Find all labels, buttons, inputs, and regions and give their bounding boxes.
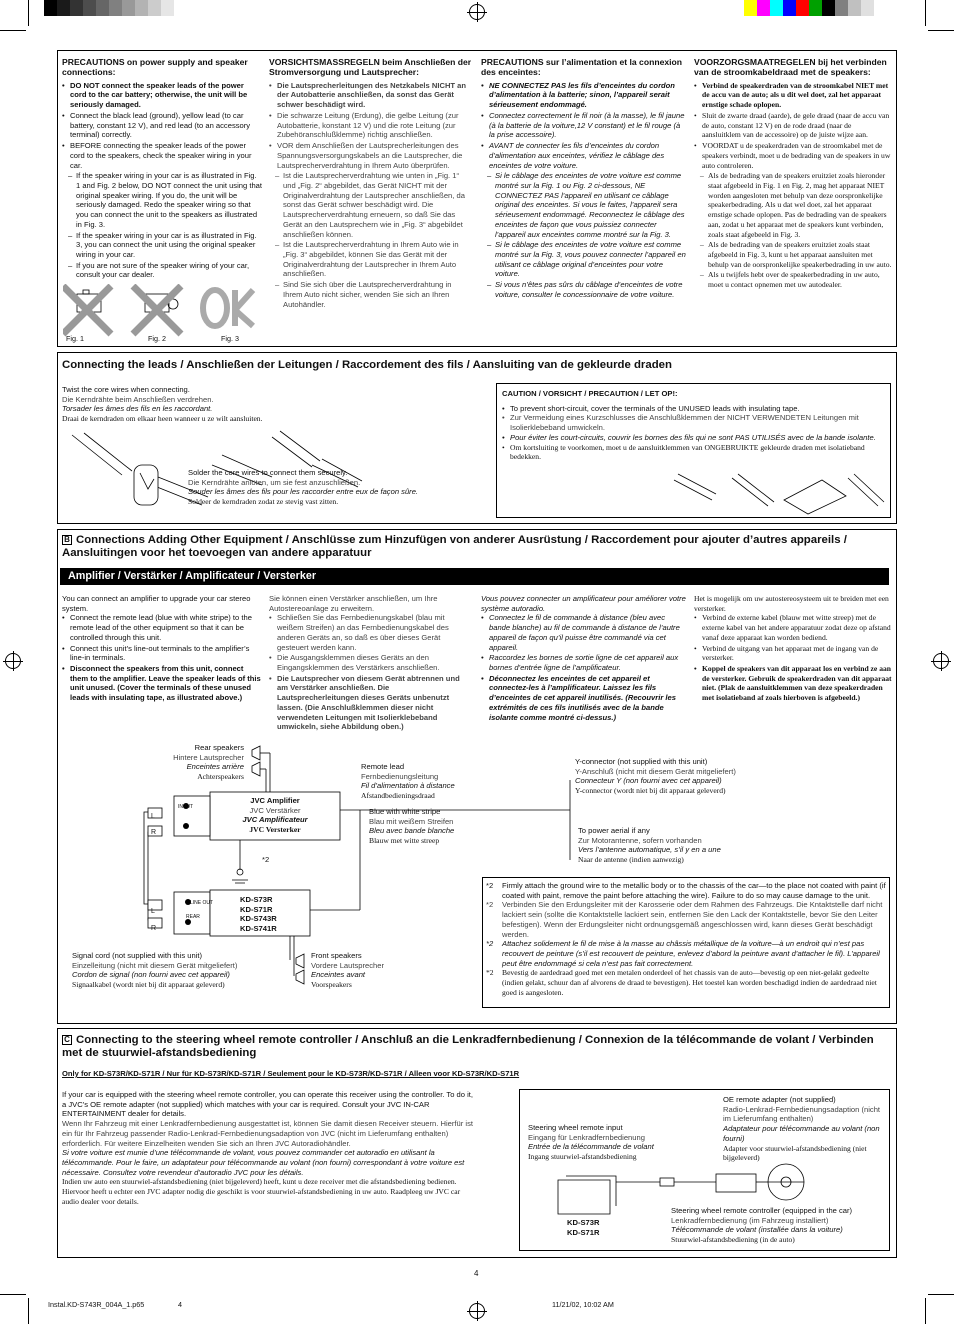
list-item: – Ist die Lautsprecherverdrahtung in Ihrem Auto wie in „Fig. 3“ abgebildet, können Sie das Gerät mit der Originalverdrahtung der Lautsprecher in Ihrem Auto anschließen. — [269, 240, 472, 279]
list-item: • DO NOT connect the speaker leads of the power cord to the car battery; otherwise, the unit will be seriously damaged. — [62, 81, 262, 110]
oe-adapter-nl: Adapter voor stuurwiel-afstandsbediening (niet bijgeleverd) — [723, 1143, 867, 1163]
steering-model-2: KD-S71R — [567, 1227, 600, 1237]
gray-swatch — [148, 0, 161, 16]
signal-cord-fr: Cordon de signal (non fourni avec cet appareil) — [72, 970, 230, 980]
precautions-de-title: VORSICHTSMASSREGELN beim Anschließen der Stromversorgung und Lautsprecher: — [269, 57, 472, 77]
rear-speakers-en: Rear speakers — [194, 743, 244, 752]
precautions-de-list — [269, 81, 472, 310]
jvc-amp-fr: JVC Amplificateur — [242, 815, 308, 825]
note-marker: *2 — [486, 939, 494, 949]
unit-R: R — [151, 925, 157, 932]
front-speakers-nl: Voorspeakers — [311, 980, 352, 990]
power-aerial-nl: Naar de antenne (indien aanwezig) — [578, 855, 684, 865]
section-c-title — [62, 1034, 882, 1060]
front-speakers-en: Front speakers — [311, 951, 362, 960]
list-item: • Verbind de uitgang van het apparaat met de ingang van de versterker. — [694, 644, 892, 663]
fig1-wrong-wiring — [63, 286, 111, 334]
y-connector-de: Y-Anschluß (nicht mit diesem Gerät mitgeliefert) — [575, 766, 736, 776]
crop-mark — [925, 1298, 926, 1324]
crop-mark — [928, 1294, 954, 1295]
sw-input-nl: Ingang stuurwiel-afstandsbediening — [528, 1152, 637, 1162]
blue-white-fr: Bleu avec bande blanche — [369, 826, 455, 836]
precautions-fr — [481, 58, 686, 301]
list-item: • BEFORE connecting the speaker leads of the power cord to the speakers, check the speaker wiring in your car. — [62, 141, 262, 170]
list-item: – Als de bedrading van de speakers eruitziet zoals hieronder staat afgebeeld in Fig. 1 en Fig. 2, mag het apparaat NIET worden aangesloten met behulp van deze oorspronkelijke speakerbedrading. Als u dat wel doet, zal het apparaat ernstige schade oplopen. Pas de bedrading van de speakers aan, zodat u het apparaat met de speakers kunt verbinden, zoals staat afgebeeld in Fig. 3. — [694, 171, 892, 239]
fig-label-1: Fig. 1 — [66, 334, 84, 343]
caution-en: • To prevent short-circuit, cover the terminals of the UNUSED leads with insulating tape. — [502, 403, 800, 413]
oe-adapter-fr: Adaptateur pour télécommande au volant (non fourni) — [723, 1124, 880, 1143]
crop-mark — [928, 30, 954, 31]
list-item: • Die Lautsprecher von diesem Gerät abtrennen und am Verstärker anschließen. Die Lautsprecherleitungen dieses Geräts unbenutzt lassen. (Die Anschlußklemmen dieser nicht verwendeten Leitungen mit Isolierklebeband umwickeln, siehe Abbildung oben.) — [269, 674, 472, 732]
registration-mark-left — [5, 653, 21, 669]
fig-label-2: Fig. 2 — [148, 334, 166, 343]
list-item: – If the speaker wiring in your car is as illustrated in Fig. 1 and Fig. 2 below, DO NOT connect the unit using that original speaker wiring. If you do, the unit will be seriously damaged. Redo the speaker wiring so that you can connect the unit to the speakers as illustrated in Fig. 3. — [62, 171, 262, 229]
rear-label: REAR — [186, 914, 200, 920]
y-connector-nl: Y-connector (wordt niet bij dit apparaat geleverd) — [575, 786, 726, 796]
power-aerial-fr: Vers l’antenne automatique, s’il y en a une — [578, 845, 721, 855]
color-swatch — [822, 0, 835, 16]
gray-swatch — [96, 0, 109, 16]
blue-white-label — [369, 807, 454, 846]
jvc-amp-nl: JVC Versterker — [249, 825, 301, 835]
color-swatch — [783, 0, 796, 16]
note-nl-text: Bevestig de aardedraad goed met een metalen onderdeel of het chassis van de auto—bevestig op een niet-gelakt gedeelte (indien gelakt, schuur dan af alvorens de draad te bevestigen). Het toestel kan worden beschadigd indien de aardedraad niet goed is aangesloten. — [502, 968, 877, 997]
list-item: • VOR dem Anschließen der Lautsprecherleitungen des Spannungsversorgungskabels an die Lautsprecher, die Lautsprecherverdrahtung in Ihrem Auto überprüfen. — [269, 141, 472, 170]
y-connector-label — [575, 757, 736, 796]
list-item: • Connect the black lead (ground), yellow lead (to car battery, constant 12 V), and red lead (to an accessory terminal) correctly. — [62, 111, 262, 140]
model-4: KD-S741R — [240, 924, 277, 934]
solder-fr: Souder les âmes des fils pour les raccorder entre eux de façon sûre. — [188, 487, 419, 497]
fig-label-3: Fig. 3 — [221, 334, 239, 343]
precautions-nl — [694, 58, 892, 291]
gray-swatch — [135, 0, 148, 16]
amp-en-intro: You can connect an amplifier to upgrade your car stereo system. — [62, 594, 251, 613]
blue-white-nl: Blauw met witte streep — [369, 836, 440, 846]
blue-white-en: Blue with white stripe — [369, 807, 441, 816]
caution-nl-text: Om kortsluiting te voorkomen, moet u de aansluitklemmen van ONGEBRUIKTE gekleurde draden met isolatieband bedekken. — [510, 442, 865, 462]
color-swatch — [887, 0, 900, 16]
sw-controller-en: Steering wheel remote controller (equipped in the car) — [671, 1206, 853, 1215]
color-swatch — [796, 0, 809, 16]
note-marker: *2 — [486, 900, 494, 910]
note-de-text: Verbinden Sie den Erdungsleiter mit der Karosserie oder dem Rahmen des Fahrzeugs. Die Kntaktstelle darf nicht lackiert sein (sollte die Kontaktstelle lackiert sein, entfernen Sie den Lack der Kontaktstelle, bevor Sie den Leiter befestigen). Wenn der Erdungsleiter nicht ordnungsgemäß angeschlossen wird, kann dieses Gerät beschädigt werden. — [502, 900, 883, 939]
sw-input-de: Eingang für Lenkradfernbedienung — [528, 1132, 645, 1142]
crop-mark — [925, 0, 926, 26]
note-de — [486, 900, 886, 939]
list-item: • Verbind de speakerdraden van de stroomkabel NIET met de accu van de auto; als u dit wel doet, zal het apparaat ernstige schade oplopen. — [694, 81, 892, 110]
caution-box-content — [502, 389, 886, 462]
leads-title: Connecting the leads / Anschließen der Leitungen / Raccordement des fils / Aansluiting van de gekleurde draden — [62, 359, 672, 371]
precautions-nl-list — [694, 81, 892, 290]
list-item: • Connect the remote lead (blue with white stripe) to the remote lead of the other equipment so that it can be controlled through this unit. — [62, 613, 262, 642]
fig2-wrong-wiring — [133, 286, 181, 334]
gray-swatch — [44, 0, 57, 16]
rear-speakers-de: Hintere Lautsprecher — [173, 752, 244, 762]
twist-nl: Draai de kerndraden om elkaar heen wanneer u ze wilt aansluiten. — [62, 414, 263, 424]
precautions-en — [62, 58, 262, 281]
power-aerial-label — [578, 826, 721, 865]
section-c-letter: C — [62, 1035, 72, 1045]
twist-text — [62, 385, 263, 424]
list-item: • Connect this unit’s line-out terminals to the amplifier’s line-in terminals. — [62, 644, 262, 663]
amp-fr-list — [481, 613, 686, 722]
amp-fr — [481, 594, 686, 723]
list-item: • Die schwarze Leitung (Erdung), die gelbe Leitung (zur Autobatterie, konstant 12 V) und die rote Leitung (zur Zubehöranschlußklemme) richtig anschließen. — [269, 111, 472, 140]
steering-model-1: KD-S73R — [567, 1218, 600, 1227]
gray-swatch — [122, 0, 135, 16]
oe-adapter-label — [723, 1095, 883, 1163]
sw-input-label — [528, 1123, 654, 1162]
list-item: • Koppel de speakers van dit apparaat los en verbind ze aan de versterker. Gebruik de speakerdraden van dit apparaat niet. (Plak de aansluitklemmen van deze speakerdraden met isolatieband af zoals hierboven is afgebeeld.) — [694, 664, 892, 703]
note-marker: *2 — [486, 968, 494, 978]
list-item: • Die Lautsprecherleitungen des Netzkabels NICHT an der Autobatterie anschließen, da sonst das Gerät schwer beschädigt wird. — [269, 81, 472, 110]
note-en — [486, 881, 886, 900]
ground-note-marker: *2 — [262, 855, 270, 864]
amp-nl-intro: Het is mogelijk om uw autostereosysteem uit te breiden met een versterker. — [694, 594, 889, 613]
list-item: – If you are not sure of the speaker wiring of your car, consult your car dealer. — [62, 261, 262, 280]
note-en-text: Firmly attach the ground wire to the metallic body or to the chassis of the car—to the place not coated with paint (if coated with paint, remove the paint before attaching the wire). Failure to do so may cause damage to the unit. — [502, 881, 886, 900]
section-b-title-text: Connections Adding Other Equipment / Anschlüsse zum Hinzufügen von anderer Ausrüstung / Raccordement pour ajouter d’autres appareils / Aansluitingen voor het toevoegen van andere apparatuur — [62, 534, 847, 560]
power-aerial-en: To power aerial if any — [578, 826, 650, 835]
list-item: – Als u twijfels hebt over de speakerbedrading in uw auto, moet u contact opnemen met uw autodealer. — [694, 270, 892, 289]
remote-lead-nl: Afstandbedieningsdraad — [361, 791, 435, 801]
signal-cord-nl: Signaalkabel (wordt niet bij dit apparaat geleverd) — [72, 980, 225, 990]
precautions-de — [269, 58, 472, 310]
amp-de-list — [269, 613, 472, 732]
power-aerial-de: Zur Motorantenne, sofern vorhanden — [578, 835, 702, 845]
note-fr-text: Attachez solidement le fil de mise à la masse au châssis métallique de la voiture—à un endroit qui n’est pas recouvert de peinture (s’il est recouvert de peinture, enlevez d’abord la peinture avant d’attacher le fil). L’appareil peut être endommagé si cela n’est pas fait correctement. — [502, 939, 880, 968]
signal-cord-en: Signal cord (not supplied with this unit) — [72, 951, 203, 960]
amp-de-intro: Sie können einen Verstärker anschließen, um Ihre Autostereoanlage zu erweitern. — [269, 594, 438, 613]
color-swatch — [835, 0, 848, 16]
steering-body-de: Wenn Ihr Fahrzeug mit einer Lenkradfernbedienung ausgestattet ist, können Sie damit diesen Receiver steuern. Hierfür ist ein für Ihr Fahrzeug passender Radio-Lenkrad-Fernbedienungsadaption von JVC (nicht im Lieferumfang enthalten) erforderlich. Für weitere Einzelheiten wenden Sie sich an Ihren JVC Autoradiohändler. — [62, 1119, 473, 1148]
sw-controller-label — [671, 1206, 852, 1245]
gray-swatch — [109, 0, 122, 16]
list-item: • VOORDAT u de speakerdraden van de stroomkabel met de speakers verbindt, moet u de bedrading van de speakers in uw auto controleren. — [694, 141, 892, 170]
list-item: • Raccordez les bornes de sortie ligne de cet appareil aux bornes d’entrée ligne de l’amplificateur. — [481, 653, 686, 672]
caution-de: • Zur Vermeidung eines Kurzschlusses die Anschlußklemmen der NICHT VERWENDETEN Leitungen mit Isolierklebeband umwickeln. — [502, 413, 859, 433]
unit-L: L — [151, 908, 155, 915]
y-connector-fr: Connecteur Y (non fourni avec cet appareil) — [575, 776, 722, 786]
footer-date: 11/21/02, 10:02 AM — [552, 1300, 614, 1309]
caution-nl: • Om kortsluiting te voorkomen, moet u de aansluitklemmen van ONGEBRUIKTE gekleurde draden met isolatieband bedekken. — [502, 442, 865, 462]
solder-de: Die Kerndrähte anlöten, um sie fest anzuschließen. — [188, 477, 361, 487]
list-item: – Ist die Lautsprecherverdrahtung wie unten in „Fig. 1“ und „Fig. 2“ abgebildet, das Gerät NICHT mit der Originalverdrahtung der Lautsprecher anschließen, da sonst das Gerät schwer beschädigt wird. Die Lautsprecherverdrahtung erneuern, so daß Sie das Gerät an den Lautsprechern wie in „Fig. 3“ abgebildet anschließen können. — [269, 171, 472, 239]
list-item: • NE CONNECTEZ PAS les fils d’enceintes du cordon d’alimentation à la batterie; sinon, l’appareil serait sérieusement endommagé. — [481, 81, 686, 110]
signal-cord-de: Einzelleitung (nicht mit diesem Gerät mitgeliefert) — [72, 960, 238, 970]
section-b-title — [62, 534, 892, 560]
signal-cord-label — [72, 951, 237, 990]
list-item: • Verbind de externe kabel (blauw met witte streep) met de externe kabel van het andere apparatuur zodat deze op afstand vanaf deze apparaat kan worden bediend. — [694, 613, 892, 642]
list-item: – Sind Sie sich über die Lautsprecherverdrahtung in Ihrem Auto nicht sicher, wenden Sie sich an Ihren Autohändler. — [269, 280, 472, 309]
color-swatch — [874, 0, 887, 16]
crop-mark — [28, 0, 29, 26]
gray-swatch — [161, 0, 174, 16]
steering-body-en: If your car is equipped with the steering wheel remote controller, you can operate this receiver using the controller. To do it, a JVC’s OE remote adapter (not supplied) which matches with your car is required. Consult your JVC IN-CAR ENTERTAINMENT dealer for details. — [62, 1090, 473, 1119]
amp-L: L — [151, 813, 155, 820]
color-swatch — [744, 0, 757, 16]
gray-swatch — [57, 0, 70, 16]
amp-de — [269, 594, 472, 733]
model-2: KD-S71R — [240, 904, 273, 914]
note-nl — [486, 968, 886, 997]
jvc-amp-en: JVC Amplifier — [250, 796, 300, 805]
oe-adapter-de: Radio-Lenkrad-Fernbedienungsadaption (nicht im Lieferumfang enthalten) — [723, 1104, 881, 1124]
sw-controller-de: Lenkradfernbedienung (im Fahrzeug installiert) — [671, 1215, 829, 1225]
list-item: – Si le câblage des enceintes de votre voiture est comme montré sur la Fig. 3, vous pouvez connecter l’appareil en utilisant ce câblage original d’enceintes pour votre voiture. — [481, 240, 686, 279]
list-item: – Si vous n’êtes pas sûrs du câblage d’enceintes de votre voiture, consulter le concessionnaire de votre voiture. — [481, 280, 686, 299]
list-item: – If the speaker wiring in your car is as illustrated in Fig. 3, you can connect the unit using the original speaker wiring in your car. — [62, 231, 262, 260]
y-connector-en: Y-connector (not supplied with this unit) — [575, 757, 708, 766]
only-for-label: Only for KD-S73R/KD-S71R / Nur für KD-S73R/KD-S71R / Seulement pour le KD-S73R/KD-S71R / Alleen voor KD-S73R/KD-S71R — [62, 1069, 520, 1078]
remote-lead-en: Remote lead — [361, 762, 405, 771]
oe-adapter-en: OE remote adapter (not supplied) — [723, 1095, 836, 1104]
sw-controller-nl: Stuurwiel-afstandsbediening (in de auto) — [671, 1235, 795, 1245]
list-item: – Als de bedrading van de speakers eruitziet zoals staat afgebeeld in Fig. 3, kunt u het apparaat aansluiten met behulp van de oorspronkelijke speakerbedrading in uw auto. — [694, 240, 892, 269]
steering-body — [62, 1090, 474, 1207]
model-1: KD-S73R — [240, 895, 273, 904]
color-bar — [744, 0, 900, 16]
solder-text — [188, 468, 418, 507]
sw-input-en: Steering wheel remote input — [528, 1123, 623, 1132]
list-item: – Si le câblage des enceintes de votre voiture est comme montré sur la Fig. 1 ou Fig. 2 ci-dessous, NE CONNECTEZ PAS l’appareil en utilisant ce câblage original des enceintes. Si vous le faites, l’appareil sera sérieusement endommagé. Reconnectez le câblage des enceintes de façon que vous puissiez connecter l’appareil aux enceintes comme montré sur la Fig. 3. — [481, 171, 686, 239]
crop-mark — [28, 1298, 29, 1324]
list-item: • AVANT de connecter les fils d’enceintes du cordon d’alimentation aux enceintes, vérifiez le câblage des enceintes de votre voiture. — [481, 141, 686, 170]
footer-num: 4 — [178, 1300, 182, 1309]
registration-mark-bottom — [469, 1303, 485, 1319]
color-swatch — [861, 0, 874, 16]
list-item: • Disconnect the speakers from this unit, connect them to the amplifier. Leave the speaker leads of this unit unused. (Cover the terminals of these unused leads with insulating tape, as illustrated above.) — [62, 664, 262, 703]
gray-scale-bar — [44, 0, 187, 16]
footer-file: Instal.KD-S743R_004A_1.p65 — [48, 1300, 145, 1309]
rear-speakers-label — [160, 743, 244, 782]
blue-white-de: Blau mit weißem Streifen — [369, 816, 454, 826]
caution-fr: • Pour éviter les court-circuits, couvrir les bornes des fils qui ne sont PAS UTILISÉS avec de la bande isolante. — [502, 432, 876, 442]
note-fr — [486, 939, 886, 968]
precautions-fr-list — [481, 81, 686, 300]
precautions-en-list — [62, 81, 262, 280]
registration-mark-top — [469, 4, 485, 20]
list-item: • Connectez le fil de commande à distance (bleu avec bande blanche) au fil de commande à distance de l’autre appareil de façon qu’il puisse être commandé via cet appareil. — [481, 613, 686, 652]
color-swatch — [770, 0, 783, 16]
caution-de-text: Zur Vermeidung eines Kurzschlusses die Anschlußklemmen der NICHT VERWENDETEN Leitungen mit Isolierklebeband umwickeln. — [510, 413, 859, 433]
amp-nl-list — [694, 613, 892, 702]
steering-models-label — [567, 1218, 600, 1237]
amp-R: R — [151, 829, 157, 836]
section-c-title-text: Connecting to the steering wheel remote controller / Anschluß an die Lenkradfernbedienung / Connexion de la télécommande de volant / Verbinden met de stuurwiel-afstandsbediening — [62, 1034, 874, 1060]
front-speakers-de: Vordere Lautsprecher — [311, 960, 385, 970]
twist-fr: Torsader les âmes des fils en les raccordant. — [62, 404, 213, 414]
caution-en-text: To prevent short-circuit, cover the terminals of the UNUSED leads with insulating tape. — [510, 403, 800, 413]
list-item: • Sluit de zwarte draad (aarde), de gele draad (naar de accu van de auto, constant 12 V) en de rode draad (naar de aansluitklem van de accessoire) op de juiste wijze aan. — [694, 111, 892, 140]
front-speakers-fr: Enceintes avant — [311, 970, 366, 980]
amp-en — [62, 594, 262, 704]
front-speakers-label — [311, 951, 384, 990]
color-swatch — [848, 0, 861, 16]
sw-controller-fr: Télécommande de volant (installée dans la voiture) — [671, 1225, 843, 1235]
insulating-tape-illustration — [672, 470, 886, 515]
precautions-fr-title: PRECAUTIONS sur l’alimentation et la connexion des enceintes: — [481, 57, 683, 77]
crop-mark — [0, 30, 26, 31]
rear-speakers-nl: Achterspeakers — [197, 772, 244, 782]
registration-mark-right — [933, 653, 949, 669]
solder-nl: Soldeer de kerndraden zodat ze stevig vast zitten. — [188, 497, 339, 507]
unit-models-label — [240, 895, 277, 934]
note-marker: *2 — [486, 881, 494, 890]
amp-fr-intro: Vous pouvez connecter un amplificateur pour améliorer votre système autoradio. — [481, 594, 686, 613]
line-out-label: LINE OUT — [190, 900, 214, 906]
remote-lead-fr: Fil d’alimentation à distance — [361, 781, 455, 791]
remote-lead-de: Fernbedienungsleitung — [361, 771, 439, 781]
list-item: • Déconnectez les enceintes de cet appareil et connectez-les à l’amplificateur. Laissez les fils d’enceintes de cet appareil inutilisés. (Recouvrir les extrémités de ces fils inutilisés avec de la bande isolante comme montré ci-dessus.) — [481, 674, 686, 723]
jvc-amp-label — [210, 796, 340, 835]
gray-swatch — [83, 0, 96, 16]
list-item: • Connectez correctement le fil noir (à la masse), le fil jaune (à la batterie de la voiture,12 V constant) et le fil rouge (à la prise accessoire). — [481, 111, 686, 140]
amplifier-bar: Amplifier / Verstärker / Amplificateur / Versterker — [60, 568, 889, 585]
rear-speakers-fr: Enceintes arrière — [186, 762, 244, 772]
section-b-letter: B — [62, 535, 72, 545]
steering-body-fr: Si votre voiture est munie d’une télécommande de volant, vous pouvez commander cet autoradio en utilisant la télécommande. Pour le faire, un adaptateur pour télécommande au volant (non fourni) correspondant à votre voiture est nécessaire. Consultez votre revendeur d’autoradio JVC pour les détails. — [62, 1148, 465, 1177]
gray-swatch — [174, 0, 187, 16]
page-number: 4 — [474, 1269, 479, 1278]
list-item: • Schließen Sie das Fernbedienungskabel (blau mit weißem Streifen) an das Fernbedienungskabel des anderen Geräts an, so daß es über dieses Gerät gesteuert werden kann. — [269, 613, 472, 652]
color-swatch — [809, 0, 822, 16]
input-label: INPUT — [178, 804, 193, 810]
gray-swatch — [70, 0, 83, 16]
ground-notes — [486, 881, 886, 998]
fig3-ok-wiring — [203, 290, 253, 326]
sw-input-fr: Entrée de la télécommande de volant — [528, 1142, 654, 1152]
crop-mark — [0, 1294, 26, 1295]
precautions-nl-title: VOORZORGSMAATREGELEN bij het verbinden van de stroomkabeldraad met de speakers: — [694, 57, 887, 77]
twist-de: Die Kerndrähte beim Anschließen verdrehen. — [62, 394, 214, 404]
color-swatch — [757, 0, 770, 16]
caution-fr-text: Pour éviter les court-circuits, couvrir les bornes des fils qui ne sont PAS UTILISÉS avec de la bande isolante. — [510, 432, 876, 442]
caution-title: CAUTION / VORSICHT / PRECAUTION / LET OP!: — [502, 389, 678, 398]
remote-lead-label — [361, 762, 455, 801]
steering-body-nl: Indien uw auto een stuurwiel-afstandsbediening (niet bijgeleverd) heeft, kunt u deze receiver met die afstandsbediening bedienen. Hiervoor heeft u echter een JVC adapter nodig die geschikt is voor stuurwiel-afstandsbediening in uw auto. Raadpleeg uw JVC car audio dealer voor details. — [62, 1177, 461, 1206]
twist-en: Twist the core wires when connecting. — [62, 385, 190, 394]
solder-en: Solder the core wires to connect them securely. — [188, 468, 348, 477]
precautions-en-title: PRECAUTIONS on power supply and speaker connections: — [62, 57, 248, 77]
jvc-amp-de: JVC Verstärker — [249, 805, 301, 815]
list-item: • Die Ausgangsklemmen dieses Geräts an den Eingangsklemmen des Verstärkers anschließen. — [269, 653, 472, 672]
amp-en-list — [62, 613, 262, 702]
model-3: KD-S743R — [240, 914, 277, 924]
amp-nl — [694, 594, 892, 704]
